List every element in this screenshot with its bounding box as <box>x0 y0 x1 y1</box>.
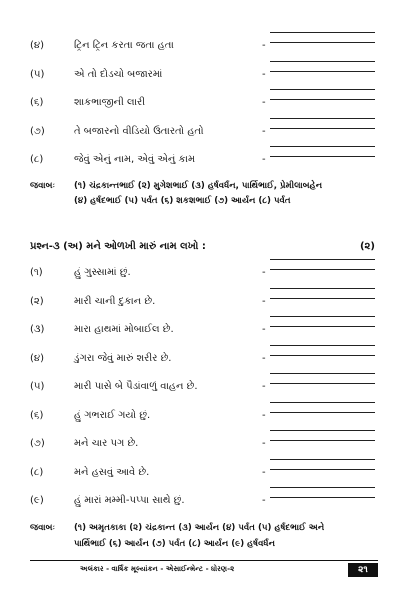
answer-text-line1: (૧) ચંદ્રકાન્તભાઈ (૨) મુગેશભાઈ (૩) હર્ષવર્ધન, પાર્થિભાઈ, પ્રેમીલાબહેન <box>74 181 323 191</box>
item-number: (૪) <box>30 352 45 364</box>
answer-dash: - <box>262 40 266 51</box>
question-marks: (૨) <box>359 241 375 252</box>
item-text: શાકભાજીની લારી <box>74 97 146 108</box>
list-item <box>0 434 411 454</box>
item-number: (૪) <box>30 40 45 51</box>
footer-divider <box>30 560 378 561</box>
answer-line[interactable] <box>270 373 375 374</box>
answer-line[interactable] <box>270 383 375 384</box>
answer-dash: - <box>262 466 266 478</box>
answer-text-line2: (૪) હર્ષદભાઈ (૫) પર્વત (૬) શકશભાઈ (૭) આર્યન (૮) પર્વત <box>74 196 291 206</box>
item-text: મારી ચાની દુકાન છે. <box>74 295 156 307</box>
list-item <box>0 377 411 397</box>
item-number: (૬) <box>30 409 44 421</box>
answer-label: જવાબઃ <box>30 181 55 191</box>
item-text: જેવું એનું નામ, એવું એનું કામ <box>74 154 196 165</box>
list-item <box>0 122 411 142</box>
item-text: મને ચાર પગ છે. <box>74 438 139 449</box>
answer-dash: - <box>262 97 266 108</box>
answer-line[interactable] <box>270 42 375 43</box>
answer-line[interactable] <box>270 487 375 488</box>
item-number: (૭) <box>30 438 45 449</box>
answer-line[interactable] <box>270 89 375 90</box>
list-item <box>0 292 411 312</box>
answer-line[interactable] <box>270 32 375 33</box>
answer-line[interactable] <box>270 156 375 157</box>
item-text: મારા હાથમાં મોબાઈલ છે. <box>74 324 174 335</box>
answer-dash: - <box>262 438 266 449</box>
answer-dash: - <box>262 154 266 165</box>
answer-line[interactable] <box>270 440 375 441</box>
item-number: (૬) <box>30 97 44 108</box>
item-number: (૧) <box>30 267 43 278</box>
item-number: (૯) <box>30 495 44 506</box>
list-item <box>0 65 411 85</box>
item-number: (૫) <box>30 68 45 80</box>
item-text: મને હસવું આવે છે. <box>74 466 150 478</box>
answer-line[interactable] <box>270 288 375 289</box>
item-text: ટ્રિન ટ્રિન કરતા જતા હતા <box>74 40 174 51</box>
item-number: (૮) <box>30 466 44 478</box>
list-item <box>0 150 411 170</box>
item-number: (૮) <box>30 154 44 165</box>
answer-line[interactable] <box>270 71 375 72</box>
list-item <box>0 320 411 340</box>
answer-line[interactable] <box>270 146 375 147</box>
answer-line[interactable] <box>270 298 375 299</box>
page-number: ૨૧ <box>348 563 378 577</box>
answer-line[interactable] <box>270 469 375 470</box>
answer-line[interactable] <box>270 259 375 260</box>
answer-line[interactable] <box>270 355 375 356</box>
answer-line[interactable] <box>270 430 375 431</box>
item-text: ડુંગરા જેવું મારું શરીર છે. <box>74 352 172 364</box>
answer-dash: - <box>262 324 266 335</box>
list-item <box>0 463 411 483</box>
answer-dash: - <box>262 352 266 364</box>
answer-dash: - <box>262 125 266 137</box>
answer-line[interactable] <box>270 497 375 498</box>
answer-line[interactable] <box>270 345 375 346</box>
answer-text-line1: (૧) અમૃતકાકા (૨) ચંદ્રકાન્ત (૩) આર્યન (૪) પર્વત (૫) હર્ષદભાઈ અને <box>74 523 325 533</box>
answer-dash: - <box>262 381 266 392</box>
answer-line[interactable] <box>270 61 375 62</box>
item-text: મારી પાસે બે પૈડાંવાળું વાહન છે. <box>74 381 198 392</box>
list-item <box>0 36 411 56</box>
answer-line[interactable] <box>270 118 375 119</box>
answer-line[interactable] <box>270 316 375 317</box>
answer-dash: - <box>262 68 266 80</box>
answer-dash: - <box>262 495 266 506</box>
answer-line[interactable] <box>270 459 375 460</box>
answer-dash: - <box>262 295 266 307</box>
list-item <box>0 406 411 426</box>
item-number: (૫) <box>30 381 45 392</box>
list-item <box>0 263 411 283</box>
list-item <box>0 93 411 113</box>
answer-line[interactable] <box>270 412 375 413</box>
answer-line[interactable] <box>270 99 375 100</box>
answer-line[interactable] <box>270 402 375 403</box>
answer-text-line2: પાર્થિભાઈ (૬) આર્યન (૭) પર્વત (૮) આર્યન (૯) હર્ષવર્ધન <box>74 539 275 549</box>
answer-dash: - <box>262 409 266 421</box>
list-item <box>0 349 411 369</box>
answer-line[interactable] <box>270 128 375 129</box>
answer-dash: - <box>262 267 266 278</box>
item-text: એ તો દોડચો બજારમાં <box>74 68 163 80</box>
item-text: તે બજારનો વીડિયો ઉતારતો હતો <box>74 125 204 137</box>
answer-line[interactable] <box>270 269 375 270</box>
item-number: (૨) <box>30 295 44 307</box>
footer-title: અલંકાર - વાર્ષિક મૂલ્યાંકન - એસાઈન્મેન્ટ - ધોરણ-૨ <box>80 564 235 573</box>
answer-label: જવાબઃ <box>30 523 55 533</box>
item-number: (૩) <box>30 324 45 335</box>
item-text: હું મારાં મમ્મી-પપ્પા સાથે છું. <box>74 495 185 506</box>
question-heading: પ્રશ્ન-૩ (અ) મને ઓળખી મારું નામ લખો : <box>30 241 206 252</box>
item-text: હું ગુસ્સામાં છું. <box>74 267 131 278</box>
item-text: હું ગભરાઈ ગયો છું. <box>74 409 151 421</box>
item-number: (૭) <box>30 125 45 137</box>
answer-line[interactable] <box>270 326 375 327</box>
list-item <box>0 491 411 511</box>
